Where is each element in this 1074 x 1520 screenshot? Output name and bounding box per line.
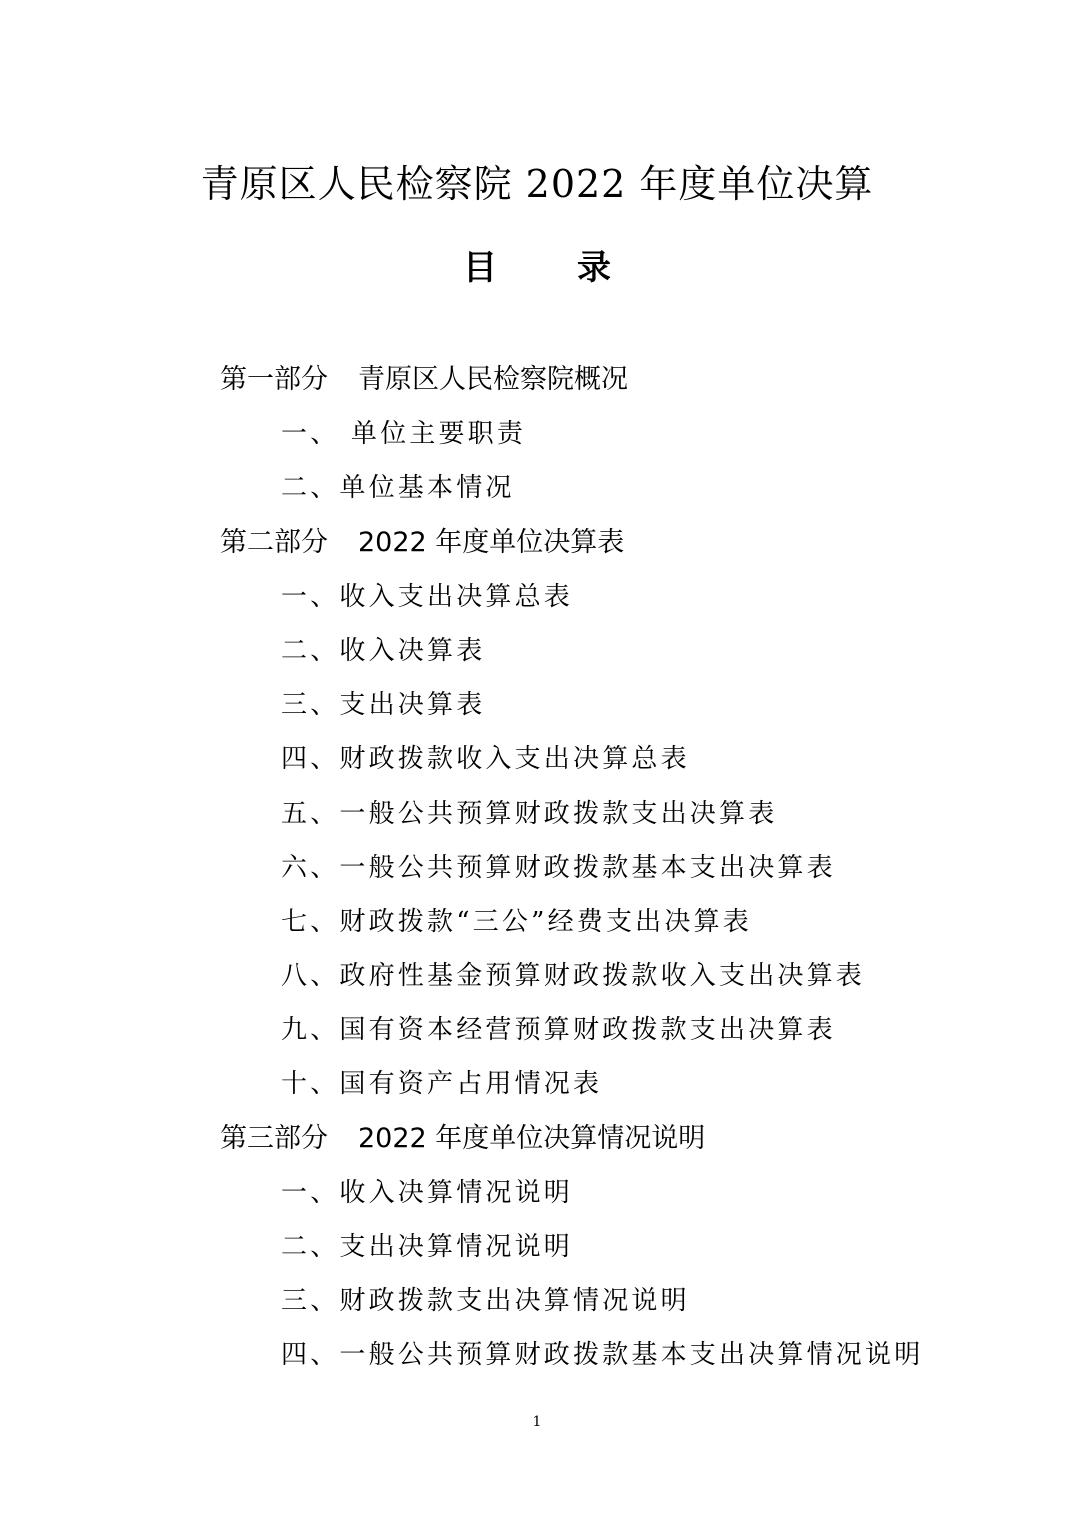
toc-item[interactable]: 二、支出决算情况说明	[281, 1232, 574, 1262]
toc-part-title: 2022 年度单位决算表	[358, 526, 625, 558]
page-number: 1	[532, 1414, 542, 1430]
toc-item[interactable]: 三、财政拨款支出决算情况说明	[281, 1286, 690, 1317]
toc-item[interactable]: 二、收入决算表	[281, 635, 486, 666]
toc-part-title: 青原区人民检察院概况	[358, 364, 628, 395]
table-of-contents	[0, 353, 1074, 1383]
toc-item[interactable]: 三、支出决算表	[281, 690, 486, 721]
toc-part-1[interactable]	[0, 353, 1074, 407]
toc-heading: 目录	[463, 248, 691, 288]
toc-item[interactable]: 八、政府性基金预算财政拨款收入支出决算表	[281, 961, 866, 992]
toc-item[interactable]: 四、财政拨款收入支出决算总表	[281, 744, 690, 775]
toc-part-3[interactable]	[0, 1112, 1074, 1166]
toc-part-title: 2022 年度单位决算情况说明	[358, 1122, 706, 1154]
toc-part-label: 第二部分	[220, 526, 328, 558]
toc-part-2[interactable]	[0, 516, 1074, 570]
toc-item[interactable]: 二、单位基本情况	[281, 473, 515, 504]
toc-part-label: 第三部分	[220, 1122, 328, 1154]
toc-item[interactable]: 一、 单位主要职责	[281, 419, 527, 450]
toc-item[interactable]: 四、一般公共预算财政拨款基本支出决算情况说明	[281, 1340, 924, 1371]
toc-item[interactable]: 九、国有资本经营预算财政拨款支出决算表	[281, 1015, 836, 1046]
document-title: 青原区人民检察院 2022 年度单位决算	[200, 162, 874, 207]
toc-item[interactable]: 五、一般公共预算财政拨款支出决算表	[281, 798, 778, 829]
toc-item[interactable]: 十、国有资产占用情况表	[281, 1069, 603, 1100]
toc-item[interactable]: 一、收入支出决算总表	[281, 581, 574, 612]
toc-item[interactable]: 六、一般公共预算财政拨款基本支出决算表	[281, 852, 836, 883]
toc-item[interactable]: 一、收入决算情况说明	[281, 1177, 574, 1208]
toc-part-label: 第一部分	[220, 364, 328, 395]
toc-item[interactable]: 七、财政拨款“三公”经费支出决算表	[281, 906, 752, 937]
